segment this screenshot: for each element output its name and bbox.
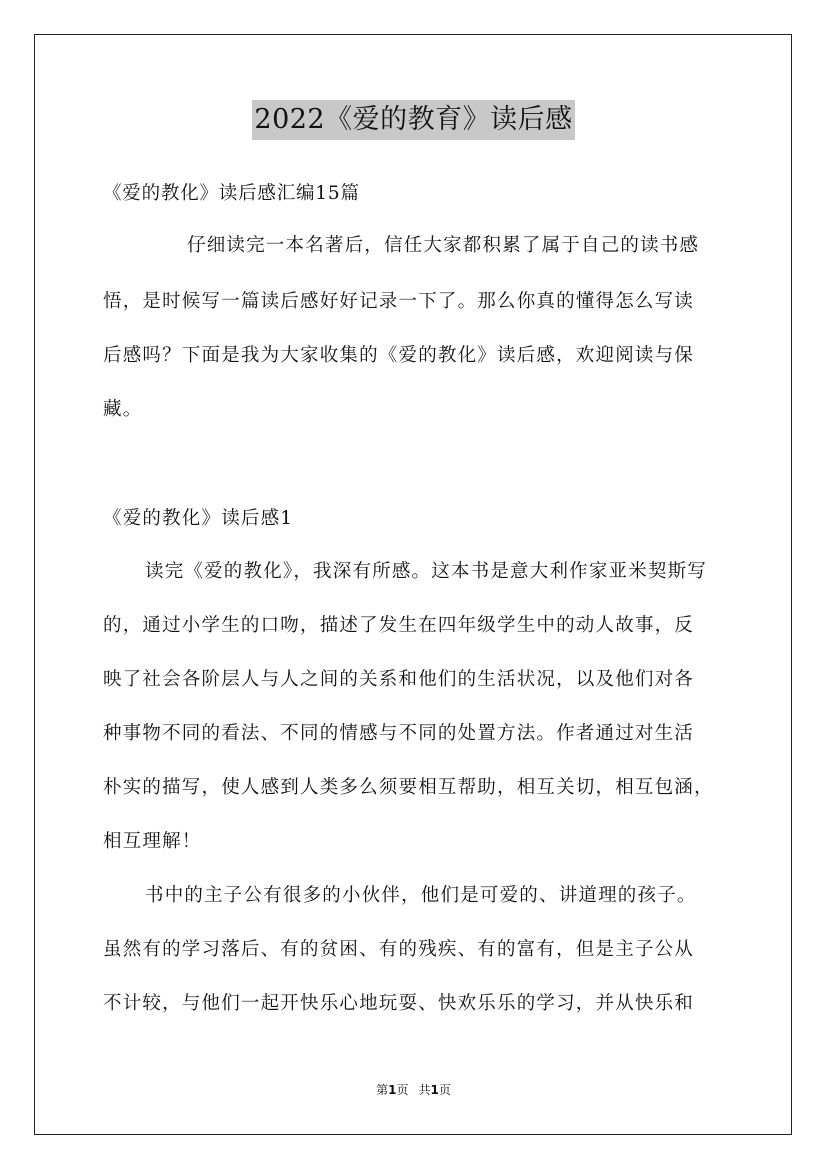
page-suffix: 页	[396, 1083, 409, 1097]
total-suffix: 页	[438, 1083, 451, 1097]
intro-line: 悟，是时候写一篇读后感好好记录一下了。那么你真的懂得怎么写读	[103, 291, 695, 312]
paragraph-line: 相互理解！	[103, 831, 202, 852]
page-prefix: 第	[376, 1083, 389, 1097]
paragraph-line: 虽然有的学习落后、有的贫困、有的残疾、有的富有，但是主子公从	[103, 939, 695, 960]
intro-line: 后感吗？下面是我为大家收集的《爱的教化》读后感，欢迎阅读与保	[103, 345, 695, 366]
paragraph-line: 种事物不同的看法、不同的情感与不同的处置方法。作者通过对生活	[103, 723, 695, 744]
section-heading: 《爱的教化》读后感1	[103, 508, 294, 529]
page-number: 1	[388, 1083, 397, 1097]
paragraph-line: 的，通过小学生的口吻，描述了发生在四年级学生中的动人故事，反	[103, 615, 695, 636]
intro-line: 藏。	[103, 399, 143, 420]
paragraph-line: 朴实的描写，使人感到人类多么须要相互帮助，相互关切，相互包涵，	[103, 777, 714, 798]
total-prefix: 共	[418, 1083, 431, 1097]
paragraph-line: 读完《爱的教化》，我深有所感。这本书是意大利作家亚米契斯写	[145, 561, 708, 582]
title-container	[0, 100, 827, 140]
document-subtitle: 《爱的教化》读后感汇编15篇	[103, 183, 360, 204]
paragraph-line: 不计较，与他们一起开快乐心地玩耍、快欢乐乐的学习，并从快乐和	[103, 993, 695, 1014]
document-title: 2022《爱的教育》读后感	[252, 100, 574, 140]
paragraph-line: 书中的主子公有很多的小伙伴，他们是可爱的、讲道理的孩子。	[145, 885, 697, 906]
total-pages: 1	[430, 1083, 439, 1097]
page-footer	[0, 1082, 827, 1098]
intro-line: 仔细读完一本名著后，信任大家都积累了属于自己的读书感	[187, 235, 700, 256]
paragraph-line: 映了社会各阶层人与人之间的关系和他们的生活状况，以及他们对各	[103, 669, 695, 690]
